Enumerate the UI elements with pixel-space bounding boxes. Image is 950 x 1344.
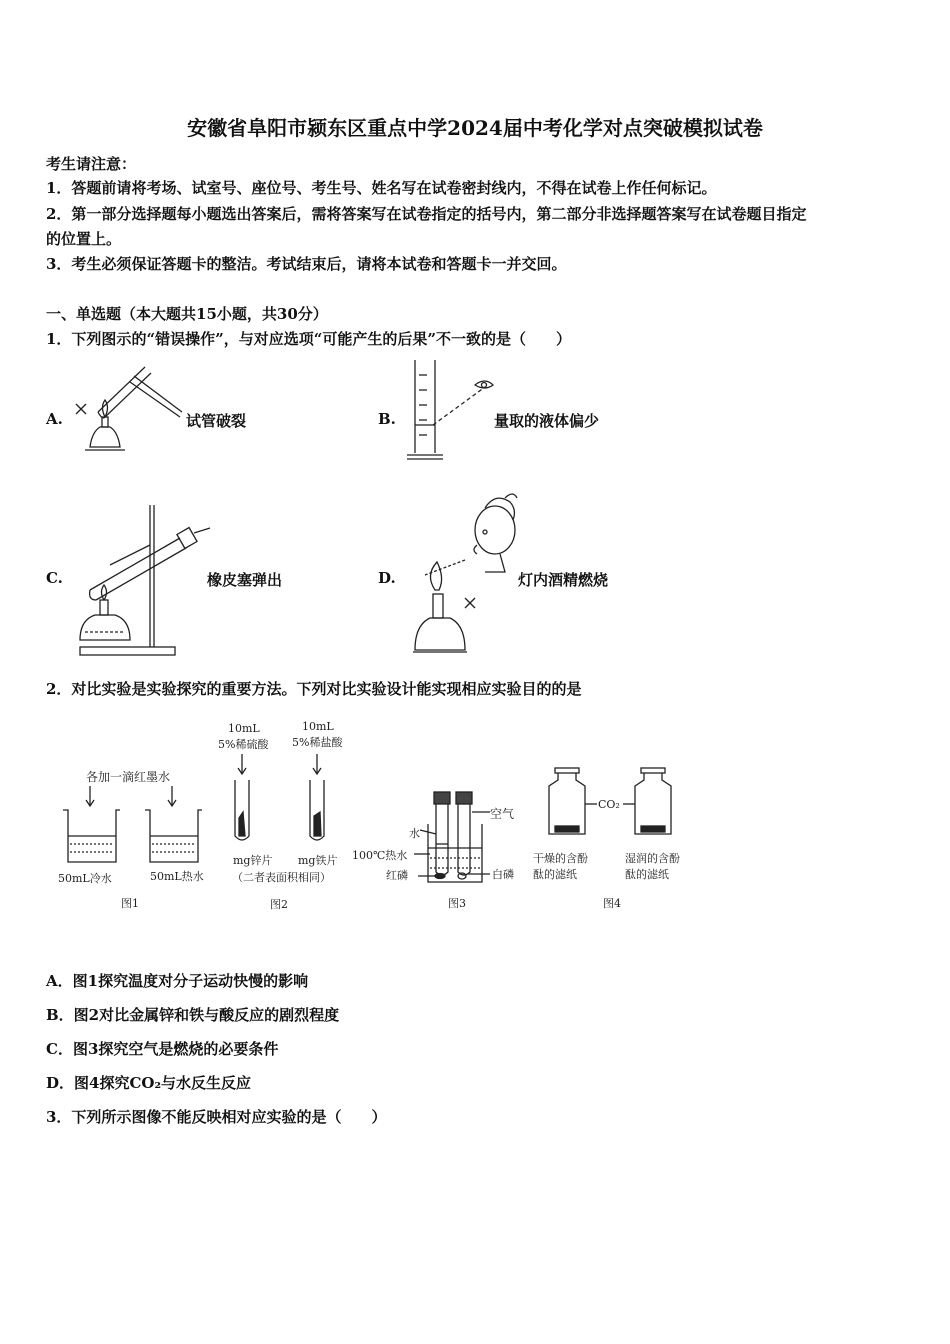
q2-option-d: D．图4探究CO₂与水反生反应 <box>46 1074 252 1092</box>
fig2-acid1-name: 5%稀硫酸 <box>218 738 269 751</box>
fig3-water-label: 水 <box>409 827 420 840</box>
fig1-right-label: 50mL热水 <box>150 870 204 883</box>
fig2-test-tubes-icon <box>225 752 335 852</box>
fig4-wet-label-2: 酞的滤纸 <box>625 868 669 881</box>
fig4-dry-label-2: 酞的滤纸 <box>533 868 577 881</box>
q1-option-b-letter: B. <box>378 410 396 428</box>
q1-option-d-letter: D. <box>378 569 396 587</box>
fig2-note: （二者表面积相同） <box>232 871 331 884</box>
notice-item-2: 2．第一部分选择题每小题选出答案后，需将答案写在试卷指定的括号内，第二部分非选择题答案写在试卷题目指定 <box>46 205 807 223</box>
fig1-beakers-icon <box>60 784 210 869</box>
q1-figure-d-blowing-lamp-icon <box>405 490 525 660</box>
question-3-stem: 3．下列所示图像不能反映相对应实验的是（ ） <box>46 1108 387 1126</box>
fig3-red-phosphorus-label: 红磷 <box>386 869 408 882</box>
q1-option-d-result: 灯内酒精燃烧 <box>518 571 609 589</box>
notice-item-3: 3．考生必须保证答题卡的整洁。考试结束后，请将本试卷和答题卡一并交回。 <box>46 255 567 273</box>
q1-option-c-letter: C. <box>46 569 63 587</box>
notice-heading: 考生请注意： <box>46 155 137 173</box>
fig1-top-label: 各加一滴红墨水 <box>86 770 171 784</box>
fig4-dry-label: 干燥的含酚 <box>533 852 588 865</box>
fig4-wet-label: 湿润的含酚 <box>625 852 680 865</box>
q1-option-b-result: 量取的液体偏少 <box>494 412 600 430</box>
fig2-caption: 图2 <box>270 898 288 911</box>
fig1-caption: 图1 <box>121 897 139 910</box>
fig3-white-phosphorus-label: 白磷 <box>492 868 514 881</box>
q1-figure-a-heating-tube-icon <box>70 362 180 462</box>
fig3-hot-water-label: 100℃热水 <box>352 849 408 862</box>
fig2-acid1-volume: 10mL <box>228 722 260 735</box>
section-heading: 一、单选题（本大题共15小题，共30分） <box>46 305 328 323</box>
fig3-caption: 图3 <box>448 897 466 910</box>
q2-option-c: C．图3探究空气是燃烧的必要条件 <box>46 1040 279 1058</box>
fig2-acid2-volume: 10mL <box>302 720 334 733</box>
q1-option-c-result: 橡皮塞弹出 <box>207 571 283 589</box>
q1-option-a-result: 试管破裂 <box>186 412 247 430</box>
question-2-stem: 2．对比实验是实验探究的重要方法。下列对比实验设计能实现相应实验目的的是 <box>46 680 582 698</box>
fig1-left-label: 50mL冷水 <box>58 872 112 885</box>
q1-option-a-letter: A. <box>46 410 63 428</box>
fig2-acid2-name: 5%稀盐酸 <box>292 736 343 749</box>
q1-figure-b-graduated-cylinder-icon <box>405 355 495 465</box>
fig4-caption: 图4 <box>603 897 621 910</box>
q2-option-b: B．图2对比金属锌和铁与酸反应的剧烈程度 <box>46 1006 340 1024</box>
question-1-stem: 1．下列图示的“错误操作”，与对应选项“可能产生的后果”不一致的是（ ） <box>46 330 571 348</box>
notice-item-1: 1．答题前请将考场、试室号、座位号、考生号、姓名写在试卷密封线内，不得在试卷上作任何标记。 <box>46 179 717 197</box>
fig3-air-label: 空气 <box>490 807 515 821</box>
fig2-metal1: mg锌片 <box>233 854 273 867</box>
q1-figure-c-stand-tube-icon <box>70 500 215 660</box>
notice-item-2-cont: 的位置上。 <box>46 230 122 248</box>
fig4-gas-label: CO₂ <box>598 798 620 811</box>
q2-option-a: A．图1探究温度对分子运动快慢的影响 <box>46 972 309 990</box>
fig2-metal2: mg铁片 <box>298 854 338 867</box>
exam-title: 安徽省阜阳市颍东区重点中学2024届中考化学对点突破模拟试卷 <box>187 116 763 140</box>
